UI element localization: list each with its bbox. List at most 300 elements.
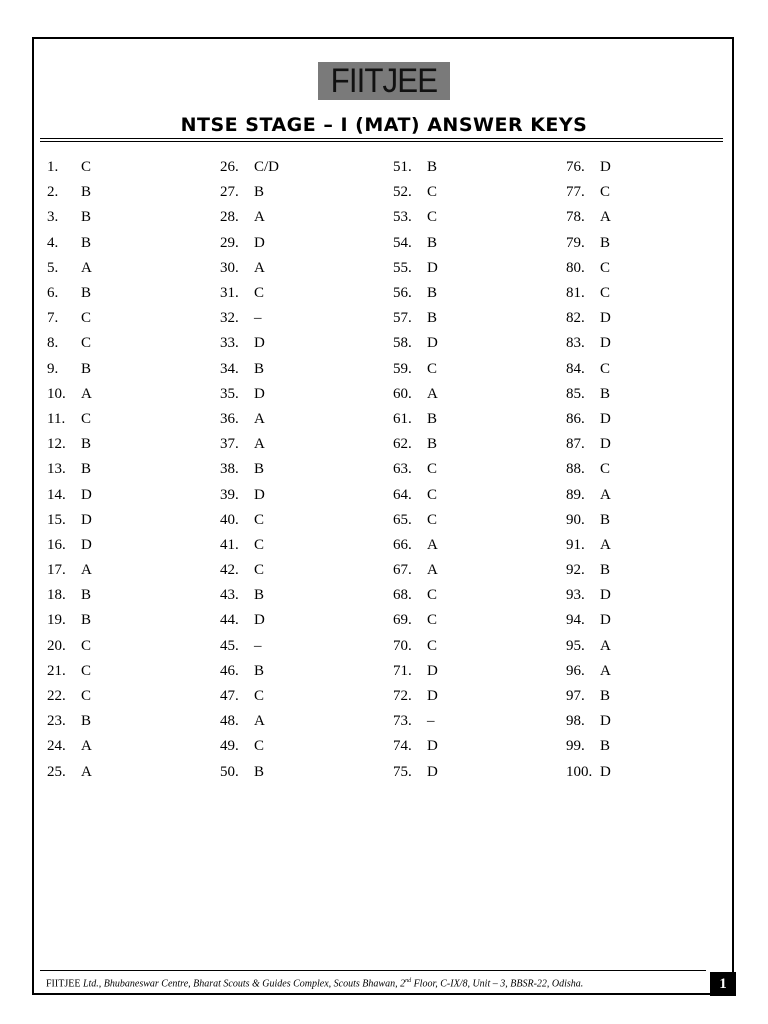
answer-value: B [254, 184, 265, 201]
answer-value: C [427, 184, 438, 201]
answer-value: A [81, 259, 92, 276]
question-number: 5. [47, 259, 59, 276]
answer-row [393, 734, 563, 759]
answer-value: B [254, 587, 265, 604]
answer-column-4 [566, 155, 736, 785]
answer-row [393, 583, 563, 608]
question-number: 96. [566, 662, 585, 679]
answer-row [220, 281, 390, 306]
answer-value: B [81, 461, 92, 478]
answer-row [47, 180, 217, 205]
answer-column-1 [47, 155, 217, 785]
answer-value: C [427, 486, 438, 503]
answer-value: B [81, 436, 92, 453]
answer-row [47, 608, 217, 633]
question-number: 43. [220, 587, 239, 604]
question-number: 78. [566, 209, 585, 226]
question-number: 14. [47, 486, 66, 503]
answer-row [393, 306, 563, 331]
answer-row [393, 205, 563, 230]
question-number: 26. [220, 159, 239, 176]
logo-text: FIITJEE [330, 62, 438, 100]
answer-value: A [254, 410, 265, 427]
question-number: 13. [47, 461, 66, 478]
question-number: 94. [566, 612, 585, 629]
answer-row [393, 508, 563, 533]
question-number: 42. [220, 562, 239, 579]
answer-row [47, 533, 217, 558]
answer-value: D [600, 335, 611, 352]
question-number: 23. [47, 713, 66, 730]
question-number: 36. [220, 410, 239, 427]
footer-address [46, 978, 706, 989]
question-number: 12. [47, 436, 66, 453]
question-number: 53. [393, 209, 412, 226]
answer-value: C [600, 360, 611, 377]
answer-value: – [427, 713, 435, 730]
question-number: 28. [220, 209, 239, 226]
answer-row [566, 709, 736, 734]
answer-row [220, 684, 390, 709]
answer-value: C [254, 536, 265, 553]
question-number: 60. [393, 385, 412, 402]
question-number: 58. [393, 335, 412, 352]
answer-row [220, 482, 390, 507]
answer-value: A [600, 209, 611, 226]
answer-value: D [600, 410, 611, 427]
answer-value: – [254, 637, 262, 654]
answer-value: C [254, 511, 265, 528]
question-number: 51. [393, 159, 412, 176]
answer-row [393, 331, 563, 356]
answer-row [566, 659, 736, 684]
question-number: 83. [566, 335, 585, 352]
answer-value: B [600, 511, 611, 528]
question-number: 15. [47, 511, 66, 528]
answer-value: D [600, 587, 611, 604]
answer-row [47, 306, 217, 331]
answer-value: B [81, 713, 92, 730]
answer-value: A [81, 738, 92, 755]
answer-row [220, 432, 390, 457]
answer-row [47, 659, 217, 684]
answer-value: D [427, 662, 438, 679]
answer-value: A [600, 536, 611, 553]
answer-value: A [600, 486, 611, 503]
question-number: 7. [47, 310, 59, 327]
answer-value: B [427, 310, 438, 327]
question-number: 11. [47, 410, 66, 427]
answer-row [393, 281, 563, 306]
answer-value: A [81, 385, 92, 402]
answer-row [47, 760, 217, 785]
question-number: 80. [566, 259, 585, 276]
answer-row [220, 508, 390, 533]
question-number: 21. [47, 662, 66, 679]
question-number: 29. [220, 234, 239, 251]
question-number: 48. [220, 713, 239, 730]
answer-row [220, 180, 390, 205]
question-number: 25. [47, 763, 66, 780]
answer-value: C [600, 259, 611, 276]
answer-row [566, 760, 736, 785]
answer-value: A [254, 436, 265, 453]
answer-row [47, 205, 217, 230]
answer-value: D [81, 511, 92, 528]
question-number: 67. [393, 562, 412, 579]
answer-row [566, 231, 736, 256]
answer-row [566, 508, 736, 533]
footer-text-2: Floor, C-IX/8, Unit – 3, BBSR-22, Odisha. [411, 978, 584, 990]
answer-value: B [254, 461, 265, 478]
answer-column-3 [393, 155, 563, 785]
answer-value: B [600, 385, 611, 402]
answer-value: D [600, 310, 611, 327]
answer-row [393, 684, 563, 709]
answer-value: D [81, 486, 92, 503]
answer-row [393, 533, 563, 558]
answer-value: B [254, 360, 265, 377]
answer-value: A [427, 562, 438, 579]
answer-value: C [427, 587, 438, 604]
answer-value: C [254, 285, 265, 302]
answer-row [220, 457, 390, 482]
question-number: 57. [393, 310, 412, 327]
answer-row [393, 608, 563, 633]
question-number: 89. [566, 486, 585, 503]
question-number: 65. [393, 511, 412, 528]
question-number: 46. [220, 662, 239, 679]
answer-row [47, 709, 217, 734]
question-number: 99. [566, 738, 585, 755]
question-number: 10. [47, 385, 66, 402]
answer-value: D [600, 713, 611, 730]
footer-rule [40, 970, 706, 971]
answer-value: B [254, 763, 265, 780]
question-number: 85. [566, 385, 585, 402]
answer-value: A [254, 259, 265, 276]
footer-sup: nd [405, 978, 412, 984]
footer-text-1: Ltd., Bhubaneswar Centre, Bharat Scouts & Guides Complex, Scouts Bhawan, 2 [80, 978, 406, 990]
answer-row [393, 760, 563, 785]
answer-value: B [81, 184, 92, 201]
answer-value: C [427, 360, 438, 377]
question-number: 88. [566, 461, 585, 478]
answer-row [220, 205, 390, 230]
answer-row [47, 583, 217, 608]
answer-value: A [254, 209, 265, 226]
question-number: 34. [220, 360, 239, 377]
answer-value: B [427, 436, 438, 453]
answer-row [220, 306, 390, 331]
answer-row [566, 306, 736, 331]
answer-row [220, 357, 390, 382]
answer-row [566, 382, 736, 407]
answer-row [393, 256, 563, 281]
question-number: 9. [47, 360, 59, 377]
question-number: 68. [393, 587, 412, 604]
question-number: 47. [220, 688, 239, 705]
answer-value: C [600, 285, 611, 302]
answer-row [566, 432, 736, 457]
question-number: 100. [566, 763, 593, 780]
answer-value: C [600, 184, 611, 201]
answer-value: A [427, 536, 438, 553]
answer-value: – [254, 310, 262, 327]
answer-row [220, 634, 390, 659]
question-number: 74. [393, 738, 412, 755]
answer-value: C [427, 637, 438, 654]
answer-value: B [427, 285, 438, 302]
question-number: 70. [393, 637, 412, 654]
fiitjee-logo [318, 62, 450, 100]
answer-row [566, 331, 736, 356]
answer-row [566, 634, 736, 659]
answer-row [47, 407, 217, 432]
answer-value: D [600, 436, 611, 453]
answer-value: D [254, 234, 265, 251]
question-number: 84. [566, 360, 585, 377]
answer-value: B [600, 688, 611, 705]
answer-value: B [427, 159, 438, 176]
answer-row [566, 533, 736, 558]
answer-row [47, 331, 217, 356]
answer-value: D [254, 612, 265, 629]
question-number: 62. [393, 436, 412, 453]
answer-value: C [427, 461, 438, 478]
answer-value: C [81, 310, 92, 327]
answer-value: B [254, 662, 265, 679]
question-number: 19. [47, 612, 66, 629]
question-number: 75. [393, 763, 412, 780]
answer-row [566, 256, 736, 281]
answer-value: A [81, 763, 92, 780]
answer-value: D [254, 335, 265, 352]
answer-value: B [81, 360, 92, 377]
question-number: 86. [566, 410, 585, 427]
answer-row [220, 760, 390, 785]
question-number: 17. [47, 562, 66, 579]
answer-value: B [81, 285, 92, 302]
answer-row [47, 256, 217, 281]
answer-row [566, 608, 736, 633]
question-number: 33. [220, 335, 239, 352]
question-number: 90. [566, 511, 585, 528]
question-number: 63. [393, 461, 412, 478]
answer-row [220, 659, 390, 684]
answer-row [47, 508, 217, 533]
answer-value: D [254, 486, 265, 503]
answer-row [393, 382, 563, 407]
answer-value: D [254, 385, 265, 402]
answer-value: C [81, 335, 92, 352]
answer-value: C [81, 688, 92, 705]
question-number: 52. [393, 184, 412, 201]
answer-value: C [254, 562, 265, 579]
answer-value: C [600, 461, 611, 478]
question-number: 45. [220, 637, 239, 654]
question-number: 4. [47, 234, 59, 251]
answer-value: C [427, 612, 438, 629]
answer-value: D [427, 259, 438, 276]
answer-value: B [600, 562, 611, 579]
question-number: 76. [566, 159, 585, 176]
answer-row [220, 231, 390, 256]
answer-row [393, 432, 563, 457]
answer-value: C [254, 688, 265, 705]
question-number: 18. [47, 587, 66, 604]
answer-row [220, 709, 390, 734]
answer-row [393, 634, 563, 659]
question-number: 82. [566, 310, 585, 327]
question-number: 73. [393, 713, 412, 730]
question-number: 61. [393, 410, 412, 427]
answer-value: B [600, 234, 611, 251]
answer-row [47, 281, 217, 306]
answer-row [220, 331, 390, 356]
question-number: 91. [566, 536, 585, 553]
question-number: 72. [393, 688, 412, 705]
question-number: 56. [393, 285, 412, 302]
question-number: 54. [393, 234, 412, 251]
question-number: 8. [47, 335, 59, 352]
question-number: 92. [566, 562, 585, 579]
answer-value: B [81, 234, 92, 251]
question-number: 95. [566, 637, 585, 654]
question-number: 81. [566, 285, 585, 302]
question-number: 71. [393, 662, 412, 679]
answer-row [220, 583, 390, 608]
question-number: 1. [47, 159, 59, 176]
question-number: 27. [220, 184, 239, 201]
answer-row [393, 155, 563, 180]
answer-value: D [81, 536, 92, 553]
question-number: 69. [393, 612, 412, 629]
answer-value: A [600, 637, 611, 654]
answer-row [220, 407, 390, 432]
answer-value: D [427, 335, 438, 352]
answer-row [47, 382, 217, 407]
question-number: 35. [220, 385, 239, 402]
answer-row [220, 382, 390, 407]
answer-row [566, 407, 736, 432]
answer-value: C [254, 738, 265, 755]
answer-row [566, 205, 736, 230]
answer-row [393, 457, 563, 482]
answer-value: A [427, 385, 438, 402]
question-number: 87. [566, 436, 585, 453]
question-number: 97. [566, 688, 585, 705]
answer-value: C [81, 410, 92, 427]
answer-row [566, 558, 736, 583]
title-rule-top [40, 138, 723, 139]
answer-value: A [254, 713, 265, 730]
answer-row [566, 457, 736, 482]
answer-value: B [600, 738, 611, 755]
question-number: 20. [47, 637, 66, 654]
answer-row [220, 558, 390, 583]
question-number: 55. [393, 259, 412, 276]
answer-row [220, 734, 390, 759]
answer-row [47, 457, 217, 482]
question-number: 31. [220, 285, 239, 302]
answer-row [220, 533, 390, 558]
answer-value: B [81, 209, 92, 226]
question-number: 16. [47, 536, 66, 553]
answer-row [47, 558, 217, 583]
question-number: 59. [393, 360, 412, 377]
answer-row [393, 482, 563, 507]
answer-row [566, 482, 736, 507]
question-number: 66. [393, 536, 412, 553]
answer-row [393, 407, 563, 432]
answer-row [393, 558, 563, 583]
answer-row [47, 155, 217, 180]
answer-value: C [81, 159, 92, 176]
page-number: 1 [710, 972, 736, 996]
answer-row [47, 482, 217, 507]
answer-row [47, 357, 217, 382]
question-number: 41. [220, 536, 239, 553]
answer-row [566, 180, 736, 205]
answer-value: C [81, 662, 92, 679]
answer-value: C [427, 511, 438, 528]
answer-value: B [81, 612, 92, 629]
question-number: 77. [566, 184, 585, 201]
answer-row [566, 684, 736, 709]
answer-row [393, 709, 563, 734]
question-number: 50. [220, 763, 239, 780]
question-number: 40. [220, 511, 239, 528]
question-number: 44. [220, 612, 239, 629]
answer-column-2 [220, 155, 390, 785]
answer-row [393, 357, 563, 382]
title-rule-bottom [40, 141, 723, 142]
question-number: 22. [47, 688, 66, 705]
answer-row [566, 281, 736, 306]
answer-value: A [81, 562, 92, 579]
answer-row [566, 357, 736, 382]
answer-value: D [427, 688, 438, 705]
answer-row [220, 155, 390, 180]
answer-value: B [427, 234, 438, 251]
answer-value: D [600, 763, 611, 780]
answer-row [47, 684, 217, 709]
question-number: 2. [47, 184, 59, 201]
question-number: 49. [220, 738, 239, 755]
answer-key-grid [47, 155, 727, 785]
answer-value: D [427, 763, 438, 780]
answer-value: C [81, 637, 92, 654]
answer-row [393, 231, 563, 256]
answer-row [47, 634, 217, 659]
answer-value: D [427, 738, 438, 755]
answer-value: D [600, 612, 611, 629]
footer-brand: FIITJEE [46, 978, 81, 990]
answer-row [47, 231, 217, 256]
answer-row [393, 180, 563, 205]
answer-value: C/D [254, 159, 280, 176]
question-number: 30. [220, 259, 239, 276]
answer-row [566, 734, 736, 759]
answer-value: D [600, 159, 611, 176]
answer-row [393, 659, 563, 684]
question-number: 98. [566, 713, 585, 730]
answer-row [566, 583, 736, 608]
answer-row [47, 432, 217, 457]
question-number: 38. [220, 461, 239, 478]
answer-value: B [427, 410, 438, 427]
